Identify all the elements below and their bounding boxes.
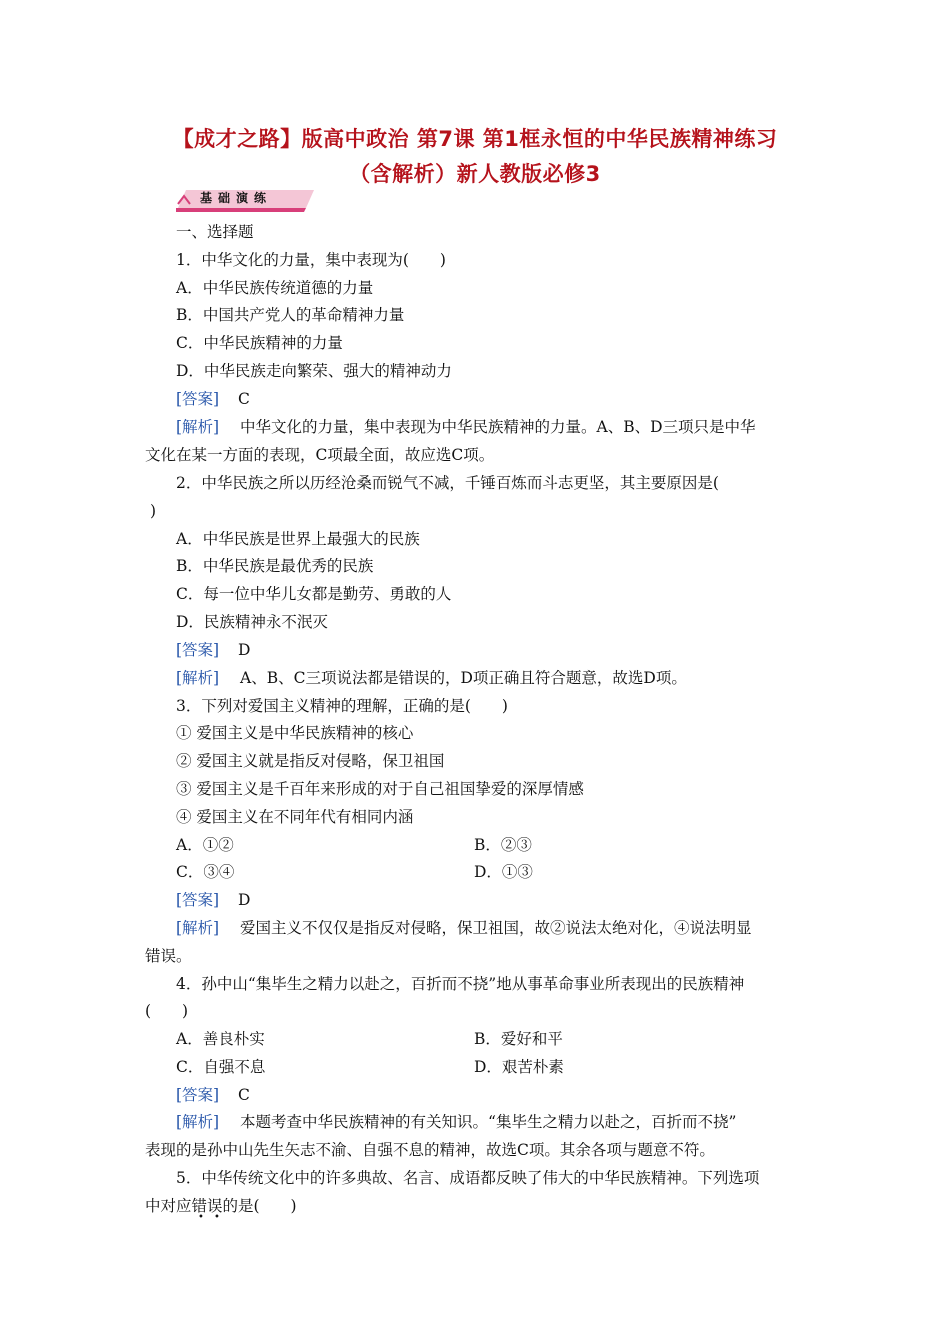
q2-answer-value: D [238,641,251,659]
q3-statement-2: ② 爱国主义就是指反对侵略，保卫祖国 [176,752,445,770]
q2-option-d: D．民族精神永不泯灭 [176,613,328,631]
q1-analysis-line2: 文化在某一方面的表现，C项最全面，故应选C项。 [145,446,495,464]
q3-option-d: D．①③ [474,863,533,881]
q5-stem-line2: 中对应错误的是( ) [145,1197,297,1215]
q3-option-b: B．②③ [474,836,532,854]
analysis-tag: [解析] [176,418,220,436]
q4-option-a: A．善良朴实 [176,1030,265,1048]
q3-stem: 3．下列对爱国主义精神的理解，正确的是( ) [176,697,508,715]
q4-answer [176,1085,250,1105]
q4-option-b: B．爱好和平 [474,1030,563,1048]
analysis-tag: [解析] [176,919,220,937]
q1-analysis-text: 中华文化的力量，集中表现为中华民族精神的力量。A、B、D三项只是中华 [240,418,756,436]
q3-statement-3: ③ 爱国主义是千百年来形成的对于自己祖国挚爱的深厚情感 [176,780,584,798]
q1-answer [176,389,250,409]
q3-statement-4: ④ 爱国主义在不同年代有相同内涵 [176,808,414,826]
q3-answer [176,890,250,910]
q1-analysis-line1 [176,417,756,437]
q2-stem-line1: 2．中华民族之所以历经沧桑而锐气不减，千锤百炼而斗志更坚，其主要原因是( [176,474,719,492]
q3-analysis-line2: 错误。 [145,947,192,965]
q1-stem: 1．中华文化的力量，集中表现为( ) [176,251,446,269]
q3-statement-1: ① 爱国主义是中华民族精神的核心 [176,724,414,742]
q3-analysis-text: 爱国主义不仅仅是指反对侵略，保卫祖国，故②说法太绝对化，④说法明显 [240,919,752,937]
q2-answer [176,640,250,660]
q1-answer-value: C [238,390,250,408]
q3-analysis-line1 [176,918,752,938]
q1-option-d: D．中华民族走向繁荣、强大的精神动力 [176,362,452,380]
analysis-tag: [解析] [176,669,220,687]
q1-option-b: B．中国共产党人的革命精神力量 [176,306,405,324]
q5-stem-line1: 5．中华传统文化中的许多典故、名言、成语都反映了伟大的中华民族精神。下列选项 [176,1169,760,1187]
q1-option-a: A．中华民族传统道德的力量 [176,279,374,297]
q2-stem-line2: ) [150,502,157,520]
document-title-line2: （含解析）新人教版必修3 [349,162,601,186]
section-heading: 一、选择题 [176,223,254,241]
q2-option-c: C．每一位中华儿女都是勤劳、勇敢的人 [176,585,452,603]
q4-answer-value: C [238,1086,250,1104]
q4-stem-line2: ( ) [145,1002,189,1020]
q3-option-a: A．①② [176,836,234,854]
q3-option-c: C．③④ [176,863,235,881]
q4-option-c: C．自强不息 [176,1058,266,1076]
q2-option-a: A．中华民族是世界上最强大的民族 [176,530,420,548]
q3-answer-value: D [238,891,251,909]
answer-tag: [答案] [176,641,220,659]
q2-option-b: B．中华民族是最优秀的民族 [176,557,374,575]
section-banner-label: 基础演练 [200,191,273,205]
analysis-tag: [解析] [176,1113,220,1131]
q2-analysis-line1 [176,668,687,688]
answer-tag: [答案] [176,891,220,909]
document-title-line1: 【成才之路】版高中政治 第7课 第1框永恒的中华民族精神练习 [172,127,778,151]
emphasis-dot: • [198,1212,204,1223]
q1-option-c: C．中华民族精神的力量 [176,334,343,352]
answer-tag: [答案] [176,390,220,408]
answer-tag: [答案] [176,1086,220,1104]
q4-analysis-text: 本题考查中华民族精神的有关知识。“集毕生之精力以赴之，百折而不挠” [240,1113,737,1131]
q4-analysis-line1 [176,1112,736,1132]
q4-analysis-line2: 表现的是孙中山先生矢志不渝、自强不息的精神，故选C项。其余各项与题意不符。 [145,1141,715,1159]
q2-analysis-text: A、B、C三项说法都是错误的，D项正确且符合题意，故选D项。 [240,669,687,687]
q4-stem-line1: 4．孙中山“集毕生之精力以赴之，百折而不挠”地从事革命事业所表现出的民族精神 [176,975,745,993]
emphasis-dot: • [214,1212,220,1223]
q4-option-d: D．艰苦朴素 [474,1058,564,1076]
